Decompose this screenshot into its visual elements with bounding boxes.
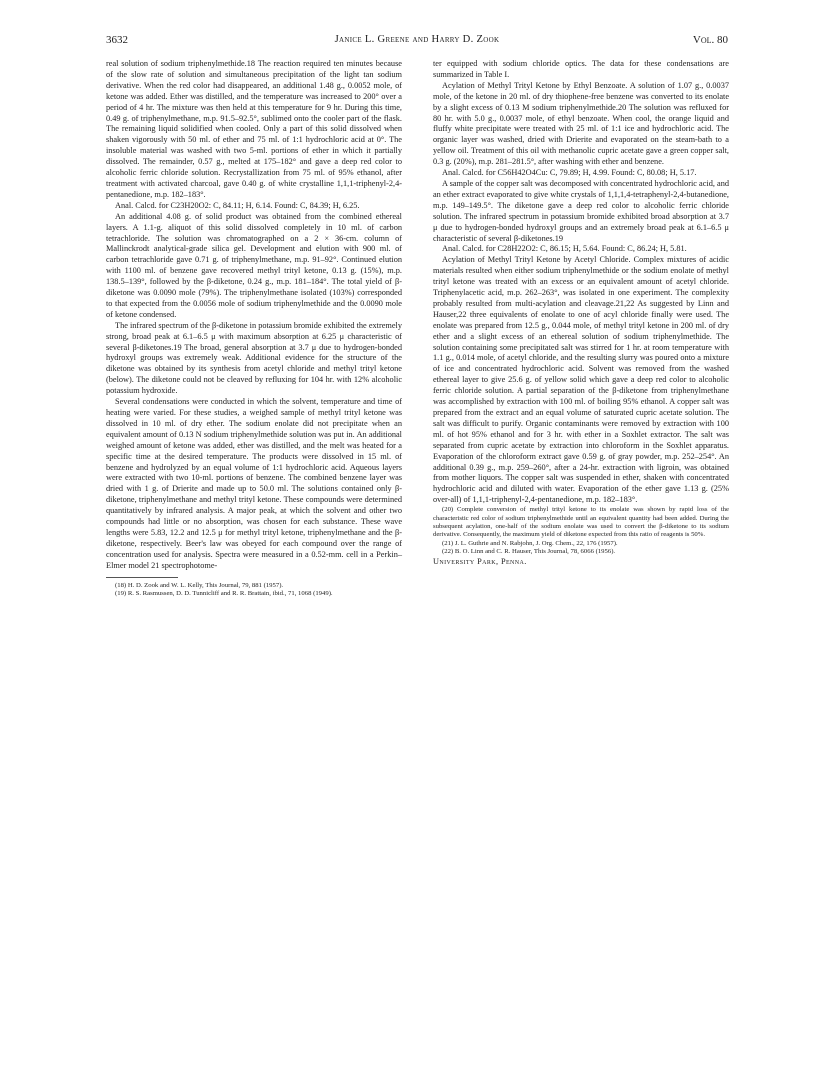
paragraph: real solution of sodium triphenylmethide.18 The reaction required ten minutes because of the slow rate of solution and simultaneous precipitation of the light tan sodium derivative. When the red color had disappeared, an additional 1.48 g., 0.0052 mole, of ketone was added. Ether was distilled, and the temperature was increased to 200° over a period of 4 hr. The mixture was then held at this temperature for 9 hr. During this time, 0.49 g. of triphenylmethane, m.p. 91.5–92.5°, sublimed onto the cooler part of the flask. The remaining liquid solidified when cooled. Only a part of this solid dissolved when shaken vigorously with 50 ml. of ether and 75 ml. of 1:1 hydrochloric acid at 0°. The insoluble material was washed with two 5-ml. portions of ether in which it partially dissolved. The remainder, 0.57 g., melted at 175–182° and gave a deep red color to alcoholic ferric chloride solution. Recrystallization from 75 ml. of 95% ethanol, after treatment with activated charcoal, gave 0.40 g. of white crystalline 1,1,1-triphenyl-2,4-pentanedione, m.p. 182–183°. [106,59,402,199]
volume-number: Vol. 80 [692,34,728,46]
footnote: (18) H. D. Zook and W. L. Kelly, This Journal, 79, 881 (1957). [115,581,284,589]
footnote: (21) J. L. Guthrie and N. Rabjohn, J. Org. Chem., 22, 176 (1957). [442,539,618,547]
institution-address: University Park, Penna. [433,556,527,566]
analysis-line: Anal. Calcd. for C56H42O4Cu: C, 79.89; H, 4.99. Found: C, 80.08; H, 5.17. [442,168,697,178]
paragraph: A sample of the copper salt was decomposed with concentrated hydrochloric acid, and an ether extract evaporated to give white crystals of 1,1,1,4-tetraphenyl-2,4-butanedione, m.p. 149–149.5°. The diketone gave a deep red color to alcoholic ferric chloride solution. The infrared spectrum in potassium bromide exhibited broad absorption at 3.7 μ due to hydrogen-bonded hydroxyl groups and an extremely broad peak at 6.1–6.5 μ characteristic of several β-diketones.19 [433,178,729,243]
page-number: 3632 [106,34,128,46]
footnote-rule [106,577,178,578]
paragraph: An additional 4.08 g. of solid product was obtained from the combined ethereal layers. A 1.1-g. aliquot of this solid dissolved completely in 10 ml. of carbon tetrachloride. The solution was chromatographed on a 2 × 36-cm. column of Mallinckrodt analytical-grade silica gel. Development and elution with 900 ml. of carbon tetrachloride gave 0.71 g. of triphenylmethane, m.p. 91–92°. Continued elution with 1100 ml. of benzene gave recovered methyl trityl ketone, 0.13 g. (15%), m.p. 138.5–139°, followed by the β-diketone, 0.24 g., m.p. 181–184°. The total yield of β-diketone was 0.0090 mole (79%). The triphenylmethane isolated (103%) corresponded to that expected from the 0.0056 mole of sodium triphenylmethide and the 0.0090 mole of ketone condensed. [106,211,402,319]
footnote: (22) B. O. Linn and C. R. Hauser, This Journal, 78, 6066 (1956). [442,548,616,556]
paragraph: Several condensations were conducted in which the solvent, temperature and time of heating were varied. For these studies, a weighed sample of methyl trityl ketone was dissolved in 10 ml. of dry ether. The sodium enolate did not precipitate when an equivalent amount of 0.13 N sodium triphenylmethide solution was put in. An additional weighed amount of ketone was added, ether was distilled, and the melt was heated for a specific time at the desired temperature. The products were dissolved in 15 ml. of benzene and hydrolyzed by an equal volume of 1:1 hydrochloric acid. Aqueous layers were extracted with two 10-ml. portions of benzene. The combined benzene layer was dried with 1 g. of Drierite and made up to 50.0 ml. The solutions contained only β-diketone, triphenylmethane and methyl trityl ketone. These compounds were determined quantitatively by infrared analysis. A major peak, at which the solvent and other two compounds had little or no absorption, was chosen for each substance. These wave lengths were 5.83, 12.2 and 12.5 μ for methyl trityl ketone, triphenylmethane and the β-diketone, respectively. Beer's law was obeyed for each compound over the range of concentration used for analysis. Spectra were measured in a 0.52-mm. cell in a Perkin–Elmer model 21 spectrophotome- [106,397,402,570]
footnote: (20) Complete conversion of methyl trityl ketone to its enolate was shown by rapid loss of the characteristic red color of sodium triphenylmethide until an equivalent quantity had been added. During the subsequent acylation, one-half of the sodium enolate was used to convert the β-diketone to its sodium derivative. Consequently, the maximum yield of diketone expected from this ratio of reagents is 50%. [433,506,729,539]
running-header-authors: Janice L. Greene and Harry D. Zook [334,34,500,45]
running-header [106,34,728,50]
analysis-line: Anal. Calcd. for C23H20O2: C, 84.11; H, 6.14. Found: C, 84.39; H, 6.25. [115,200,360,210]
analysis-line: Anal. Calcd. for C28H22O2: C, 86.15; H, 5.64. Found: C, 86.24; H, 5.81. [442,244,687,254]
paragraph: ter equipped with sodium chloride optics. The data for these condensations are summarized in Table I. [433,59,729,79]
right-column [433,59,729,568]
left-column [106,59,402,598]
paragraph: The infrared spectrum of the β-diketone in potassium bromide exhibited the extremely strong, broad peak at 6.1–6.5 μ with maximum absorption at 6.25 μ characteristic of several β-diketones.19 The broad, general absorption at 3.7 μ due to hydrogen-bonded hydroxyl groups was extremely weak. Additional evidence for the structure of the diketone was obtained by its synthesis from acetyl chloride and methyl trityl ketone (below). The diketone could not be cleaved by refluxing for 104 hr. with 12% alcoholic potassium hydroxide. [106,320,402,396]
section-paragraph: Acylation of Methyl Trityl Ketone by Ethyl Benzoate. A solution of 1.07 g., 0.0037 mole, of the ketone in 20 ml. of dry thiophene-free benzene was converted to its enolate by a slight excess of 0.13 M sodium triphenylmethide.20 The solution was refluxed for 80 hr. with 5.0 g., 0.0037 mole, of ethyl benzoate. When cool, the orange liquid and fluffy white precipitate were treated with 25 ml. of 1:1 ice and hydrochloric acid. The organic layer was washed, dried with Drierite and evaporated on the steam-bath to a yellow oil. Treatment of this oil with methanolic cupric acetate gave a green copper salt, 0.3 g. (20%), m.p. 281–281.5°, after washing with ether and benzene. [433,80,729,167]
section-paragraph: Acylation of Methyl Trityl Ketone by Acetyl Chloride. Complex mixtures of acidic materials resulted when either sodium triphenylmethide or the sodium enolate of methyl trityl ketone was treated with an excess or an equivalent amount of acetyl chloride. Triphenylacetic acid, m.p. 262–263°, was isolated in one experiment. The complexity probably resulted from multi-acylation and cleavage.21,22 As suggested by Linn and Hauser,22 three equivalents of enolate to one of acyl chloride finally were used. The enolate was prepared from 12.5 g., 0.044 mole, of methyl trityl ketone in 200 ml. of dry ether and a slight excess of an ethereal solution of sodium triphenylmethide. The solution containing some precipitated salt was stirred for 1 hr. at room temperature with 1.1 g., 0.014 mole, of acetyl chloride, and the resulting slurry was poured onto a mixture of ice and concentrated hydrochloric acid. Solvent was removed from the washed ethereal layer to give 25.6 g. of yellow solid which gave a deep red color to alcoholic ferric chloride solution. A partial separation of the β-diketone from triphenylmethane was accomplished by extraction with 100 ml. of boiling 95% ethanol. A copper salt was prepared from the extract and an equal volume of saturated cupric acetate solution. The salt was difficult to purify. Organic contaminants were removed by extraction with 100 ml. of hot 95% ethanol and for 3 hr. with ether in a Soxhlet extractor. The salt was separated from cupric acetate by extraction into chloroform in the Soxhlet apparatus. Evaporation of the chloroform extract gave 0.59 g. of gray powder, m.p. 252–254°. An additional 0.39 g., m.p. 259–260°, after a 24-hr. extraction with ligroin, was obtained from mother liquors. The copper salt was suspended in ether, shaken with concentrated hydrochloric acid and diluted with water. Evaporation of the ether gave 1.13 g. (25% over-all) of 1,1,1-triphenyl-2,4-pentanedione, m.p. 182–183°. [433,255,729,505]
footnote: (19) R. S. Rasmussen, D. D. Tunnicliff and R. R. Brattain, ibid., 71, 1068 (1949). [115,590,333,597]
